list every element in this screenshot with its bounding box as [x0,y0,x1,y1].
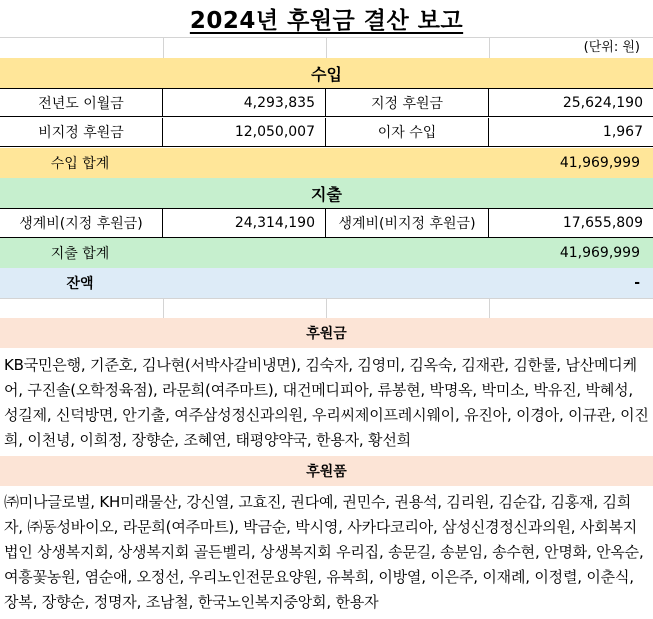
income-total-row [0,148,653,178]
income-label-interest: 이자 수입 [326,118,489,146]
income-value-undesignated: 12,050,007 [163,118,326,146]
goods-list: ㈜미나글로벌, KH미래물산, 강신열, 고효진, 권다예, 권민수, 권용석, 김리원, 김순갑, 김홍재, 김희자, ㈜동성바이오, 라문희(여주마트), 박금순, 박시영, 사카다코리아, 삼성신경정신과의원, 사회복지법인 상생복지회, 상생복지회 골든벨리, 상생복지회 우리집, 송문길, 송분임, 송수현, 안명화, 안옥순, 여흥꽃농원, 염순애, 오정선, 우리노인전문요양원, 유복희, 이방열, 이은주, 이재례, 이정렬, 이춘식, 장복, 장향순, 정명자, 조남철, 한국노인복지중앙회, 한용자 [4,493,644,611]
income-value-carryover: 4,293,835 [163,89,326,116]
income-header: 수입 [0,58,653,88]
expense-value-designated: 24,314,190 [163,209,326,237]
expense-value-undesignated: 17,655,809 [562,215,643,231]
donations-list: KB국민은행, 기준호, 김나현(서박사갈비냉면), 김숙자, 김영미, 김옥숙, 김재관, 김한룰, 남산메디케어, 구진솔(오학정육점), 라문희(여주마트), 대건메디피아, 류봉현, 박명옥, 박미소, 박유진, 박혜성, 성길제, 신덕방면, 안기출, 여주삼성정신과의원, 우리씨제이프레시웨이, 유진아, 이경아, 이규관, 이진희, 이천녕, 이희정, 장향순, 조혜연, 태평양약국, 한용자, 황선희 [4,356,649,449]
expense-total-row [0,238,653,268]
income-value-designated: 25,624,190 [562,94,643,111]
expense-label-undesignated: 생계비(비지정 후원금) [326,209,489,237]
income-label-designated: 지정 후원금 [326,89,489,116]
donations-header: 후원금 [0,318,653,348]
income-row-2 [0,118,653,147]
income-value-interest: 1,967 [602,124,643,140]
income-total-value: 41,969,999 [559,155,640,171]
balance-row [0,268,653,298]
expense-label-designated: 생계비(지정 후원금) [0,209,163,237]
expense-total-label: 지출 합계 [50,246,110,262]
expense-header: 지출 [0,178,653,208]
goods-header: 후원품 [0,456,653,486]
page-title: 2024년 후원금 결산 보고 [189,8,464,34]
income-label-carryover: 전년도 이월금 [0,89,163,116]
income-label-undesignated: 비지정 후원금 [0,118,163,146]
expense-total-value: 41,969,999 [559,245,640,261]
balance-label: 잔액 [66,276,94,292]
income-row-1 [0,88,653,117]
title-row [0,0,653,37]
income-total-label: 수입 합계 [50,156,110,172]
unit-note: (단위: 원) [583,40,640,55]
expense-row [0,208,653,238]
balance-value: - [634,275,640,291]
